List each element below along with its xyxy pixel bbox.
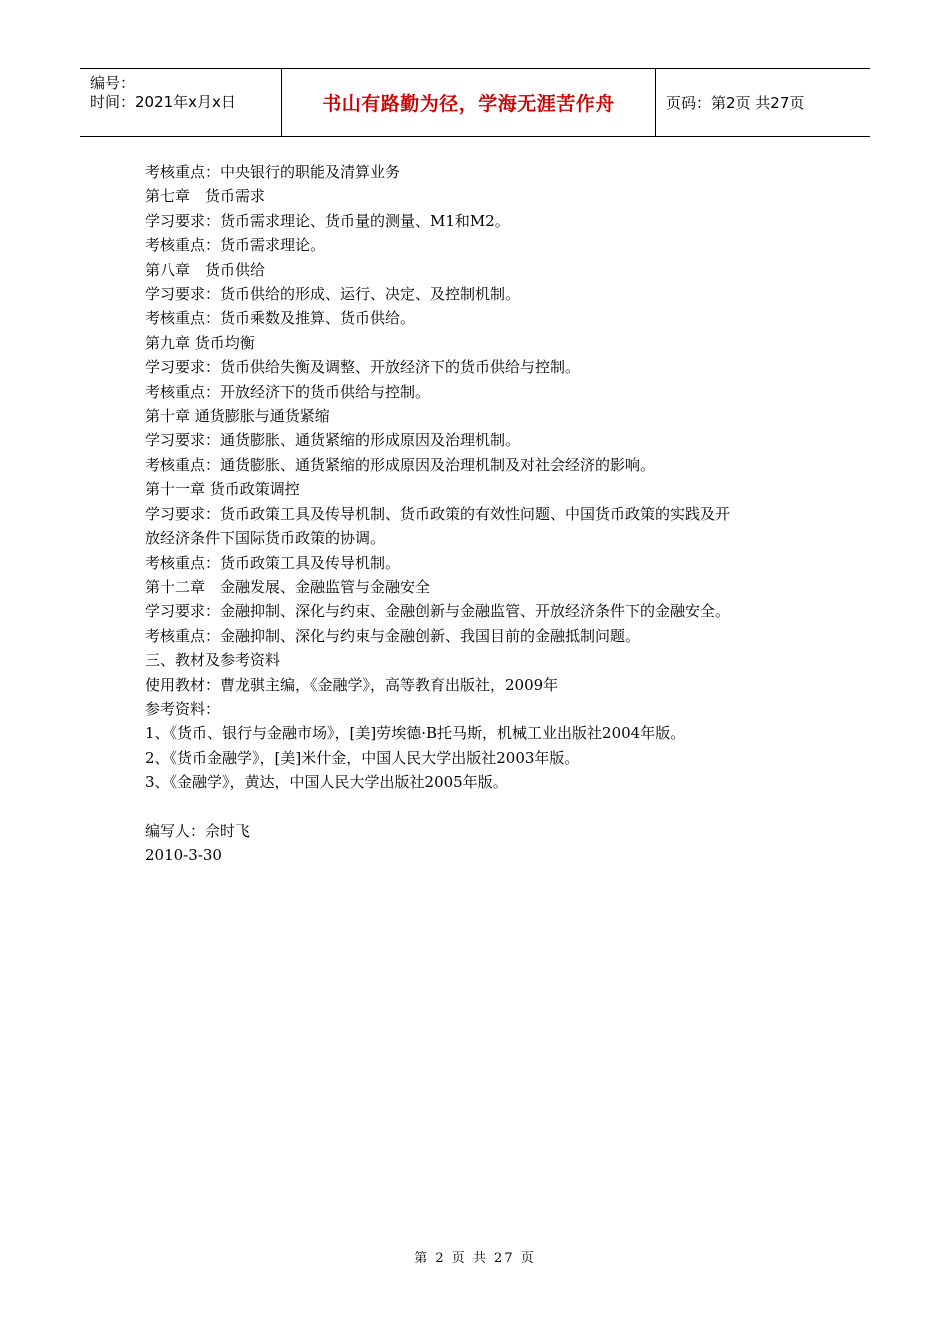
body-line: 学习要求：金融抑制、深化与约束、金融创新与金融监管、开放经济条件下的金融安全。 [145, 602, 731, 621]
body-line: 考核重点：货币政策工具及传导机制。 [145, 553, 401, 572]
body-line: 学习要求：货币需求理论、货币量的测量、M1和M2。 [145, 211, 510, 230]
body-line: 学习要求：货币供给的形成、运行、决定、及控制机制。 [145, 285, 521, 304]
chapter-heading: 第八章 货币供给 [145, 260, 266, 279]
header-page-info: 页码：第2页 共27页 [666, 94, 805, 112]
header-page-cell [656, 69, 870, 136]
reference-item: 2、《货币金融学》，[美]米什金，中国人民大学出版社2003年版。 [145, 748, 580, 767]
body-line: 学习要求：通货膨胀、通货紧缩的形成原因及治理机制。 [145, 431, 521, 450]
textbook-line: 使用教材：曹龙骐主编，《金融学》，高等教育出版社，2009年 [145, 675, 559, 694]
page-footer: 第 2 页 共 27 页 [414, 1251, 536, 1266]
document-body [145, 160, 815, 867]
chapter-heading: 第七章 货币需求 [145, 187, 266, 206]
chapter-heading: 第十二章 金融发展、金融监管与金融安全 [145, 577, 431, 596]
spacer [145, 795, 815, 819]
chapter-heading: 第十章 通货膨胀与通货紧缩 [145, 407, 330, 426]
reference-item: 3、《金融学》，黄达，中国人民大学出版社2005年版。 [145, 773, 508, 792]
body-line: 考核重点：金融抑制、深化与约束与金融创新、我国目前的金融抵制问题。 [145, 626, 641, 645]
body-line: 放经济条件下国际货币政策的协调。 [145, 529, 386, 548]
reference-item: 1、《货币、银行与金融市场》，[美]劳埃德·B托马斯，机械工业出版社2004年版。 [145, 724, 686, 743]
body-line: 考核重点：通货膨胀、通货紧缩的形成原因及治理机制及对社会经济的影响。 [145, 455, 656, 474]
date-line: 2010-3-30 [145, 845, 222, 864]
chapter-heading: 第十一章 货币政策调控 [145, 480, 300, 499]
body-line: 考核重点：货币乘数及推算、货币供给。 [145, 309, 416, 328]
doc-time-label: 时间：2021年x月x日 [90, 93, 236, 111]
references-label: 参考资料： [145, 699, 221, 718]
section-heading: 三、教材及参考资料 [145, 651, 281, 670]
body-line: 学习要求：货币政策工具及传导机制、货币政策的有效性问题、中国货币政策的实践及开 [145, 504, 731, 523]
page-header [80, 68, 870, 137]
header-motto: 书山有路勤为径，学海无涯苦作舟 [322, 93, 615, 115]
body-line: 考核重点：开放经济下的货币供给与控制。 [145, 382, 431, 401]
body-line: 考核重点：货币需求理论。 [145, 236, 326, 255]
header-motto-cell [281, 69, 656, 136]
header-meta-cell [80, 69, 281, 136]
doc-number-label: 编号： [90, 74, 136, 92]
author-line: 编写人：佘时飞 [145, 821, 251, 840]
body-line: 学习要求：货币供给失衡及调整、开放经济下的货币供给与控制。 [145, 358, 581, 377]
chapter-heading: 第九章 货币均衡 [145, 333, 255, 352]
body-line: 考核重点：中央银行的职能及清算业务 [145, 163, 401, 181]
